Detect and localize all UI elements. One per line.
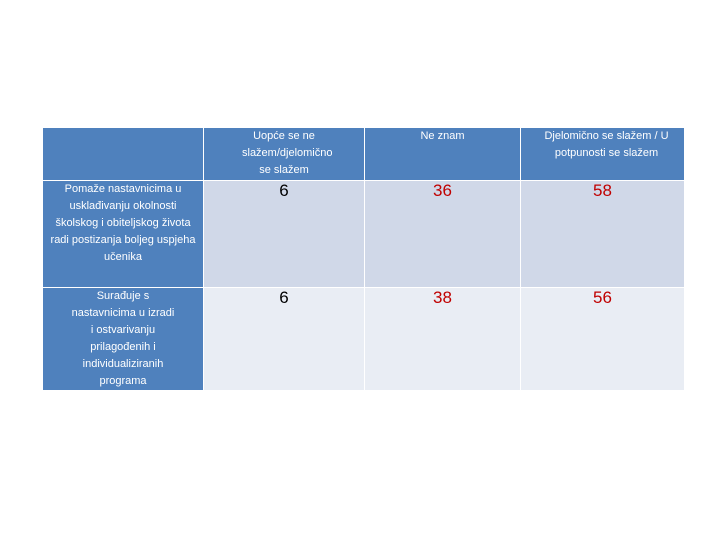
table-row (43, 181, 685, 288)
value-agree: 56 (521, 288, 685, 391)
header-dont-know: Ne znam (365, 128, 521, 181)
table-row (43, 288, 685, 391)
header-agree: Djelomično se slažem / U potpunosti se slažem (521, 128, 685, 181)
survey-results-table (42, 127, 685, 391)
value-dont-know: 36 (365, 181, 521, 288)
value-disagree: 6 (204, 288, 365, 391)
value-disagree: 6 (204, 181, 365, 288)
value-agree: 58 (521, 181, 685, 288)
value-dont-know: 38 (365, 288, 521, 391)
header-corner-cell (43, 128, 204, 181)
row-label: Pomaže nastavnicima u usklađivanju okolnosti školskog i obiteljskog života radi postizanja boljeg uspjeha učenika (43, 181, 204, 288)
row-label: Surađuje s nastavnicima u izradi i ostvarivanju prilagođenih i individualiziranih programa (43, 288, 204, 391)
header-disagree: Uopće se ne slažem/djelomično se slažem (204, 128, 365, 181)
header-row (43, 128, 685, 181)
